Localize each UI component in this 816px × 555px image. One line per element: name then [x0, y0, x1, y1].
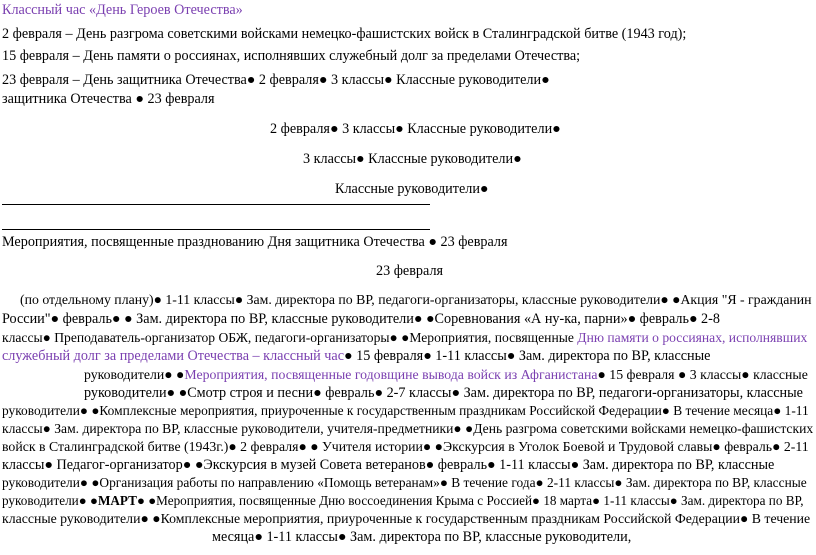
body-line: руководители● ●Комплексные мероприятия, приуроченные к государственным праздникам Российской Федерации● В течение месяца● 1-11 [2, 403, 809, 418]
body-text: руководители● ● [2, 493, 98, 508]
intro-line: защитника Отечества ● 23 февраля [2, 91, 215, 107]
body-line: месяца● 1-11 классы● Зам. директора по ВР, классные руководители, [212, 529, 632, 545]
body-line: руководители● ●Смотр строя и песни● февраль● 2-7 классы● Зам. директора по ВР, педагоги-организаторы, классные [84, 385, 803, 401]
section-heading: Мероприятия, посвященные празднованию Дня защитника Отечества ● 23 февраля [2, 234, 508, 250]
intro-line: 2 февраля – День разгрома советскими войсками немецко-фашистских войск в Сталинградской битве (1943 год); [2, 26, 687, 42]
body-line [2, 329, 807, 347]
body-line [84, 366, 808, 384]
centered-line: 3 классы● Классные руководители● [303, 151, 522, 167]
remembrance-day-link[interactable]: служебный долг за пределами Отечества – классный час [2, 348, 345, 364]
body-line: классные руководители● ●Комплексные мероприятия, приуроченные к государственным праздникам Российской Федерации● В течение [2, 511, 811, 526]
divider [2, 229, 430, 230]
body-line: классы● Педагог-организатор● ●Экскурсия в музей Совета ветеранов● февраль● 1-11 классы● Зам. директора по ВР, классные [2, 457, 775, 473]
body-line: (по отдельному плану)● 1-11 классы● Зам. директора по ВР, педагоги-организаторы, классные руководители● ●Акция "Я - гражданин [20, 292, 812, 307]
centered-line: Классные руководители● [335, 181, 489, 197]
centered-line: 2 февраля● 3 классы● Классные руководители● [270, 121, 561, 137]
body-text: руководители● ● [84, 367, 185, 382]
body-line: войск в Сталинградской битве (1943г.)● 2 февраля● ● Учителя истории● ●Экскурсия в Уголок Боевой и Трудовой славы● февраль● 2-11 [2, 439, 809, 454]
body-line: руководители● ●Организация работы по направлению «Помощь ветеранам»● В течение года● 2-11 классы● Зам. директора по ВР, классные [2, 475, 807, 490]
remembrance-day-link[interactable]: Дню памяти о россиянах, исполнявших [577, 330, 808, 345]
body-text: ● 15 февраля ● 3 классы● классные [597, 367, 808, 382]
divider [2, 204, 430, 205]
intro-line: 15 февраля – День памяти о россиянах, исполнявших служебный долг за пределами Отечества; [2, 48, 581, 64]
afghanistan-withdrawal-link[interactable]: Мероприятия, посвященные годовщине вывода войск из Афганистана [184, 367, 598, 382]
section-date: 23 февраля [376, 263, 444, 279]
body-text: ● ●Мероприятия, посвященные Дню воссоединения Крыма с Россией● 18 марта● 1-11 классы● Зам. директора по ВР, [136, 493, 804, 508]
body-line: России"● февраль● ● Зам. директора по ВР, классные руководители● ●Соревнования «А ну-ка, парни»● февраль● 2-8 [2, 311, 720, 327]
body-line: классы● Зам. директора по ВР, классные руководители, учителя-предметники● ●День разгрома советскими войсками немецко-фашистских [2, 421, 814, 436]
body-text: классы● Преподаватель-организатор ОБЖ, педагоги-организаторы● ●Мероприятия, посвященные [2, 330, 578, 345]
body-line [2, 347, 710, 365]
document-title: Классный час «День Героев Отечества» [2, 2, 243, 18]
month-heading-march: МАРТ [97, 493, 137, 508]
body-line [2, 492, 804, 510]
body-text: ● 15 февраля● 1-11 классы● Зам. директора по ВР, классные [344, 348, 711, 364]
intro-line: 23 февраля – День защитника Отечества● 2 февраля● 3 классы● Классные руководители● [2, 72, 550, 88]
